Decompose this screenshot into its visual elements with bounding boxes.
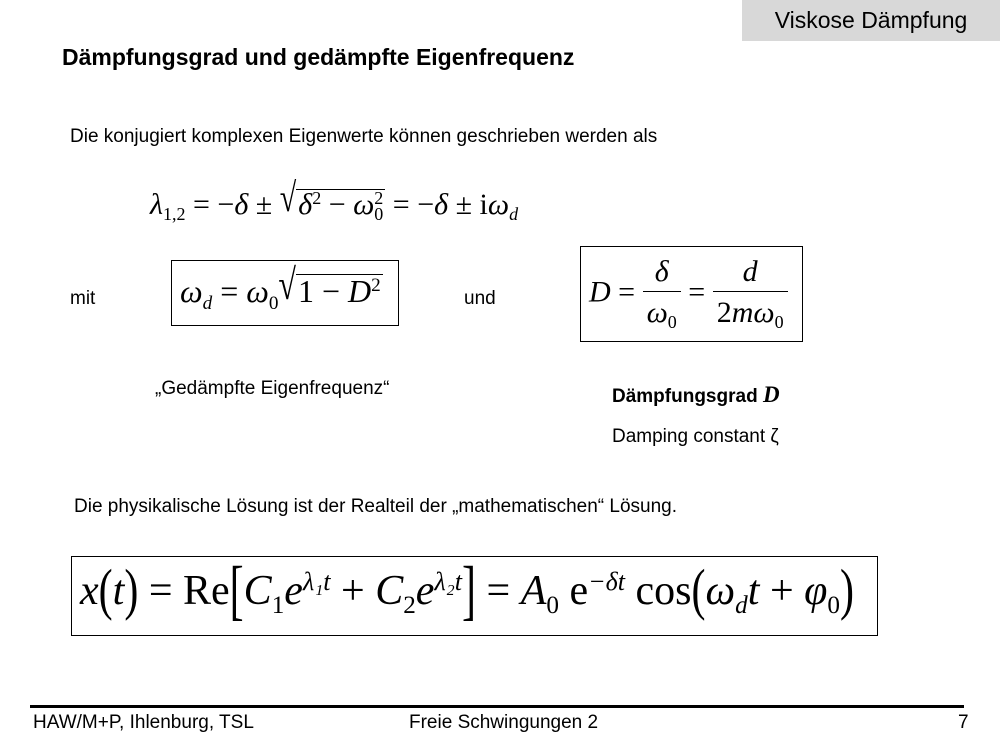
solution-formula: $x(t) = Re[C_1e^{\lambda_1t} + C_2e^{\lambda_2t}] = A_0$ $e^{-\delta t}$ $\cos(\omega_dt + \varphi_0)$	[80, 554, 854, 628]
section-tag: Viskose Dämpfung	[742, 0, 1000, 41]
damped-frequency-caption: „Gedämpfte Eigenfrequenz“	[155, 378, 390, 399]
damping-constant-text: Damping constant ζ	[612, 426, 779, 447]
damping-ratio-symbol: D	[762, 382, 780, 407]
footer-course: Freie Schwingungen 2	[409, 712, 599, 733]
slide-title: Dämpfungsgrad und gedämpfte Eigenfrequenz	[62, 44, 575, 70]
footer-author: HAW/M+P, Ihlenburg, TSL	[33, 712, 254, 733]
intro-text: Die konjugiert komplexen Eigenwerte können geschrieben werden als	[70, 126, 658, 147]
damping-ratio-formula-box	[580, 246, 803, 342]
damping-ratio-label-group	[612, 382, 780, 408]
damping-ratio-label: Dämpfungsgrad	[612, 386, 758, 407]
und-label: und	[464, 288, 496, 309]
page-number: 7	[958, 712, 969, 733]
damped-frequency-formula: $\omega_d = \omega_0√1 - D^2$	[180, 260, 381, 314]
damping-ratio-formula: D = $\frac{\delta}{\omega_0}$ = $\frac{d}{2m\omega_0}$	[589, 255, 788, 330]
footer-divider	[30, 705, 964, 708]
physical-solution-text: Die physikalische Lösung ist der Realteil der „mathematischen“ Lösung.	[74, 496, 678, 517]
mit-label: mit	[70, 288, 96, 309]
eigenvalue-equation: $\lambda_{1,2} = -\delta \pm √\delta^2 - \omega_0^2 = -\delta \pm i\omega_d$	[150, 176, 519, 225]
damped-frequency-formula-box	[171, 260, 399, 326]
solution-formula-box	[71, 556, 878, 636]
